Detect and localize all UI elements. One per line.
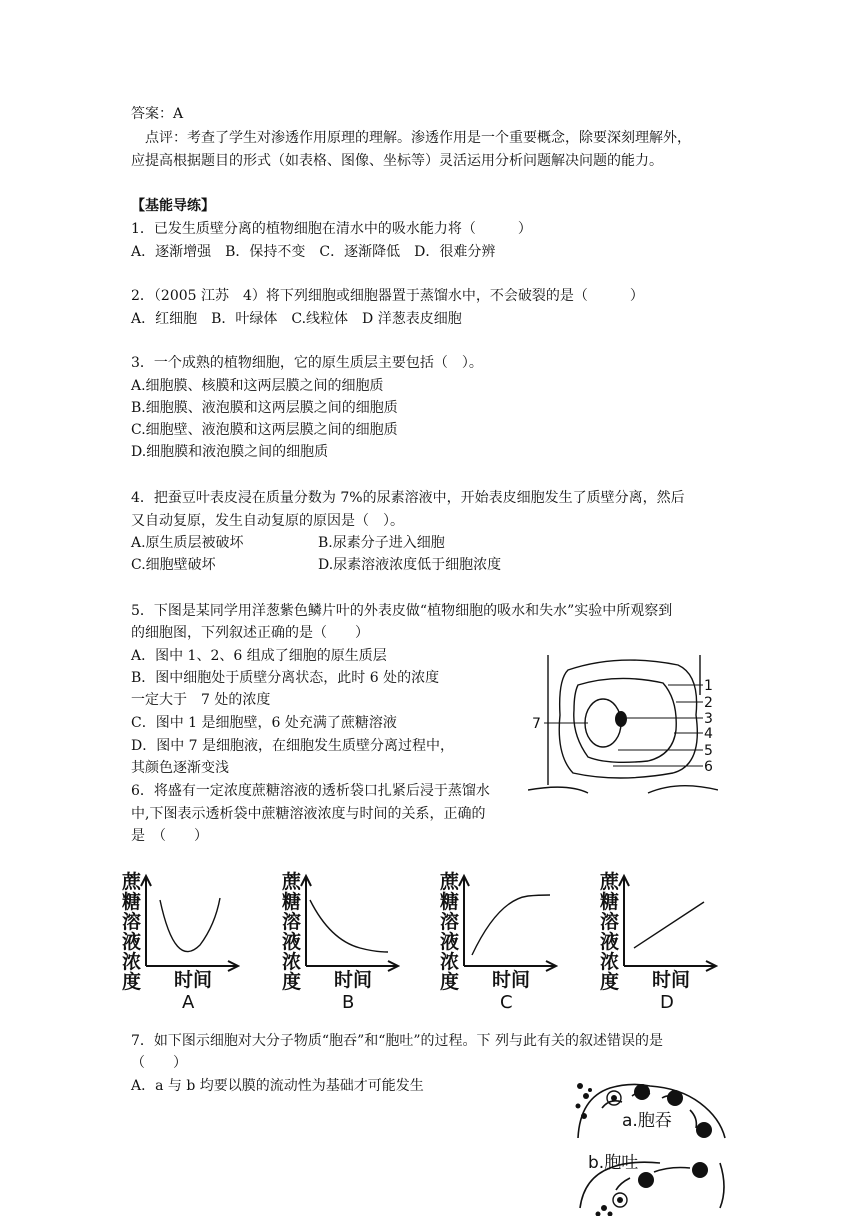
- ylabel-char: 度: [282, 971, 302, 993]
- curve-d: [634, 902, 704, 948]
- ylabel-char: 溶: [122, 911, 142, 933]
- ylabel-char: 浓: [440, 951, 460, 973]
- ylabel-char: 浓: [600, 951, 620, 973]
- q3-option-d: D.细胞膜和液泡膜之间的细胞质: [131, 444, 329, 460]
- q5-option-b-2: 一定大于 7 处的浓度: [131, 692, 271, 708]
- ylabel-char: 糖: [600, 891, 620, 913]
- section-title: 【基能导练】: [131, 198, 215, 214]
- comment-line-2: 应提高根据题目的形式（如表格、图像、坐标等）灵活运用分析问题解决问题的能力。: [131, 153, 663, 169]
- ylabel-char: 糖: [122, 891, 142, 913]
- cell-label-6: 6: [704, 759, 713, 775]
- q5-stem-2: 的细胞图，下列叙述正确的是（ ）: [131, 625, 369, 641]
- ylabel-char: 浓: [282, 951, 302, 973]
- graph-label-a: A: [182, 992, 195, 1010]
- label-exocytosis: b.胞吐: [588, 1153, 639, 1173]
- graph-c: [438, 870, 558, 1010]
- q6-stem-2: 中,下图表示透析袋中蔗糖溶液浓度与时间的关系，正确的: [131, 806, 486, 822]
- ylabel-char: 溶: [600, 911, 620, 933]
- graph-label-c: C: [500, 992, 513, 1010]
- cell-label-2: 2: [704, 695, 713, 711]
- ylabel-char: 液: [122, 931, 142, 953]
- q5-option-c: C．图中 1 是细胞壁，6 处充满了蔗糖溶液: [131, 715, 397, 731]
- q3-option-c: C.细胞壁、液泡膜和这两层膜之间的细胞质: [131, 422, 398, 438]
- q5-option-b-1: B．图中细胞处于质壁分离状态，此时 6 处的浓度: [131, 670, 440, 686]
- q4-stem-1: 4．把蚕豆叶表皮浸在质量分数为 7%的尿素溶液中，开始表皮细胞发生了质壁分离，然后: [131, 490, 685, 506]
- q1-stem: 1．已发生质壁分离的植物细胞在清水中的吸水能力将（ ）: [131, 221, 532, 237]
- cell-label-5: 5: [704, 743, 713, 759]
- ylabel-char: 溶: [282, 911, 302, 933]
- q4-option-a: A.原生质层被破坏: [131, 535, 244, 551]
- answer-line: 答案：A: [131, 106, 184, 122]
- q4-option-d: D.尿素溶液浓度低于细胞浓度: [318, 557, 502, 573]
- curve-b: [310, 900, 388, 952]
- cell-label-3: 3: [704, 711, 713, 727]
- xlabel: 时间: [652, 969, 691, 991]
- ylabel-char: 溶: [440, 911, 460, 933]
- ylabel-char: 度: [440, 971, 460, 993]
- q3-stem: 3．一个成熟的植物细胞，它的原生质层主要包括（ ）。: [131, 355, 483, 371]
- label-endocytosis: a.胞吞: [622, 1111, 672, 1131]
- xlabel: 时间: [492, 969, 531, 991]
- ylabel-char: 浓: [122, 951, 142, 973]
- comment-line-1: 点评：考查了学生对渗透作用原理的理解。渗透作用是一个重要概念，除要深刻理解外，: [145, 130, 691, 146]
- ylabel-char: 液: [282, 931, 302, 953]
- q5-option-d-1: D．图中 7 是细胞液，在细胞发生质壁分离过程中，: [131, 738, 455, 754]
- graph-a: [120, 870, 240, 1010]
- q6-stem-3: 是 （ ）: [131, 828, 208, 844]
- q4-option-b: B.尿素分子进入细胞: [318, 535, 445, 551]
- q6-stem-1: 6．将盛有一定浓度蔗糖溶液的透析袋口扎紧后浸于蒸馏水: [131, 783, 490, 799]
- q4-option-c: C.细胞壁破坏: [131, 557, 216, 573]
- ylabel-char: 度: [122, 971, 142, 993]
- ylabel-char: 度: [600, 971, 620, 993]
- ylabel-char: 糖: [440, 891, 460, 913]
- q5-stem-1: 5．下图是某同学用洋葱紫色鳞片叶的外表皮做“植物细胞的吸水和失水”实验中所观察到: [131, 603, 673, 619]
- ylabel-char: 蔗: [600, 871, 620, 893]
- graph-b: [280, 870, 400, 1010]
- ylabel-char: 蔗: [122, 871, 142, 893]
- graph-label-b: B: [342, 992, 355, 1010]
- graph-d: [598, 870, 718, 1010]
- q7-option-a: A．a 与 b 均要以膜的流动性为基础才可能发生: [131, 1078, 424, 1094]
- ylabel-char: 蔗: [440, 871, 460, 893]
- cell-label-4: 4: [704, 726, 713, 742]
- q3-option-a: A.细胞膜、核膜和这两层膜之间的细胞质: [131, 378, 384, 394]
- q4-stem-2: 又自动复原，发生自动复原的原因是（ ）。: [131, 513, 404, 529]
- q5-option-a: A．图中 1、2、6 组成了细胞的原生质层: [131, 648, 387, 664]
- endocytosis-figure: [570, 1068, 735, 1216]
- q1-options: A．逐渐增强 B．保持不变 C．逐渐降低 D．很难分辨: [131, 244, 496, 260]
- q7-stem-1: 7．如下图示细胞对大分子物质“胞吞”和“胞吐”的过程。下 列与此有关的叙述错误的是: [131, 1033, 663, 1049]
- ylabel-char: 蔗: [282, 871, 302, 893]
- cell-label-7: 7: [532, 716, 541, 732]
- ylabel-char: 液: [440, 931, 460, 953]
- q3-option-b: B.细胞膜、液泡膜和这两层膜之间的细胞质: [131, 400, 398, 416]
- curve-c: [472, 895, 550, 955]
- curve-a: [160, 898, 220, 952]
- ylabel-char: 糖: [282, 891, 302, 913]
- plant-cell-figure: [528, 655, 718, 795]
- xlabel: 时间: [334, 969, 373, 991]
- q5-option-d-2: 其颜色逐渐变浅: [131, 760, 229, 776]
- q2-options: A．红细胞 B．叶绿体 C.线粒体 D 洋葱表皮细胞: [131, 311, 462, 327]
- xlabel: 时间: [174, 969, 213, 991]
- q7-stem-2: （ ）: [131, 1055, 187, 1071]
- cell-label-1: 1: [704, 678, 713, 694]
- q2-stem: 2．（2005 江苏 4）将下列细胞或细胞器置于蒸馏水中，不会破裂的是（ ）: [131, 288, 644, 304]
- ylabel-char: 液: [600, 931, 620, 953]
- graph-label-d: D: [660, 992, 674, 1010]
